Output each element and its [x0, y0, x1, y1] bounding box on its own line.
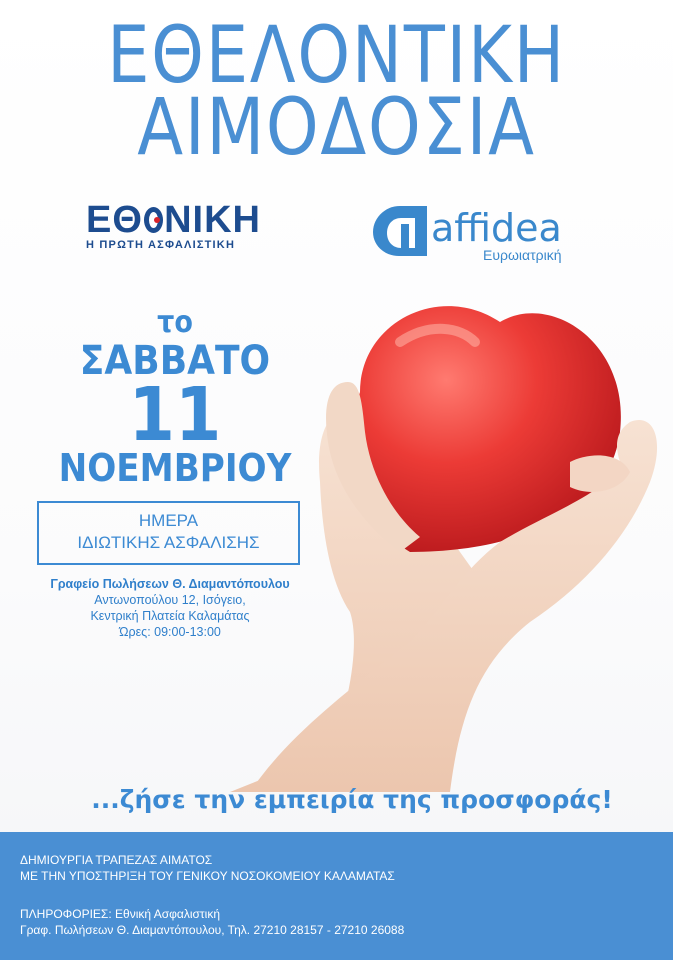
affidea-logo-name: affidea — [431, 206, 562, 250]
footer-line-4: Γραφ. Πωλήσεων Θ. Διαμαντόπουλου, Τηλ. 27210 28157 - 27210 26088 — [20, 923, 405, 937]
event-date-number: 11 — [128, 372, 222, 458]
ethniki-logo-name-part1: ΕΘ — [86, 199, 143, 241]
event-theme-line-1: ΗΜΕΡΑ — [138, 511, 199, 530]
title-line-2: ΑΙΜΟΔΟΣΙΑ — [137, 83, 536, 173]
address-office: Γραφείο Πωλήσεων Θ. Διαμαντόπουλου — [50, 577, 290, 591]
footer-band — [0, 832, 673, 960]
event-theme-box — [37, 501, 300, 565]
ethniki-tagline: Η ΠΡΩΤΗ ΑΣΦΑΛΙΣΤΙΚΗ — [86, 239, 236, 251]
affidea-logo — [371, 200, 611, 270]
title-line-1: ΕΘΕΛΟΝΤΙΚΗ — [107, 11, 566, 101]
address-block — [30, 576, 310, 640]
ethniki-logo-name — [86, 200, 261, 240]
event-day: ΣΑΒΒΑΤΟ — [79, 338, 271, 384]
address-hours: Ώρες: 09:00-13:00 — [119, 625, 221, 639]
ethniki-o-icon — [144, 207, 163, 233]
affidea-a-icon — [371, 202, 429, 260]
footer-line-2: ΜΕ ΤΗΝ ΥΠΟΣΤΗΡΙΞΗ ΤΟΥ ΓΕΝΙΚΟΥ ΝΟΣΟΚΟΜΕΙΟΥ ΚΑΛΑΜΑΤΑΣ — [20, 869, 395, 883]
address-square: Κεντρική Πλατεία Καλαμάτας — [90, 609, 250, 623]
event-prefix: το — [157, 305, 193, 340]
footer-line-1: ΔΗΜΙΟΥΡΓΙΑ ΤΡΑΠΕΖΑΣ ΑΙΜΑΤΟΣ — [20, 853, 213, 867]
event-theme-line-2: ΙΔΙΩΤΙΚΗΣ ΑΣΦΑΛΙΣΗΣ — [77, 533, 260, 552]
slogan: ...ζήσε την εμπειρία της προσφοράς! — [91, 785, 613, 814]
affidea-logo-sub: Ευρωιατρική — [483, 247, 562, 263]
footer-line-3: ΠΛΗΡΟΦΟΡΙΕΣ: Εθνική Ασφαλιστική — [20, 907, 220, 921]
ethniki-logo — [86, 200, 261, 251]
event-month: ΝΟΕΜΒΡΙΟΥ — [58, 446, 292, 490]
ethniki-logo-name-part2: ΝΙΚΗ — [164, 199, 261, 241]
address-street: Αντωνοπούλου 12, Ισόγειο, — [94, 593, 246, 607]
